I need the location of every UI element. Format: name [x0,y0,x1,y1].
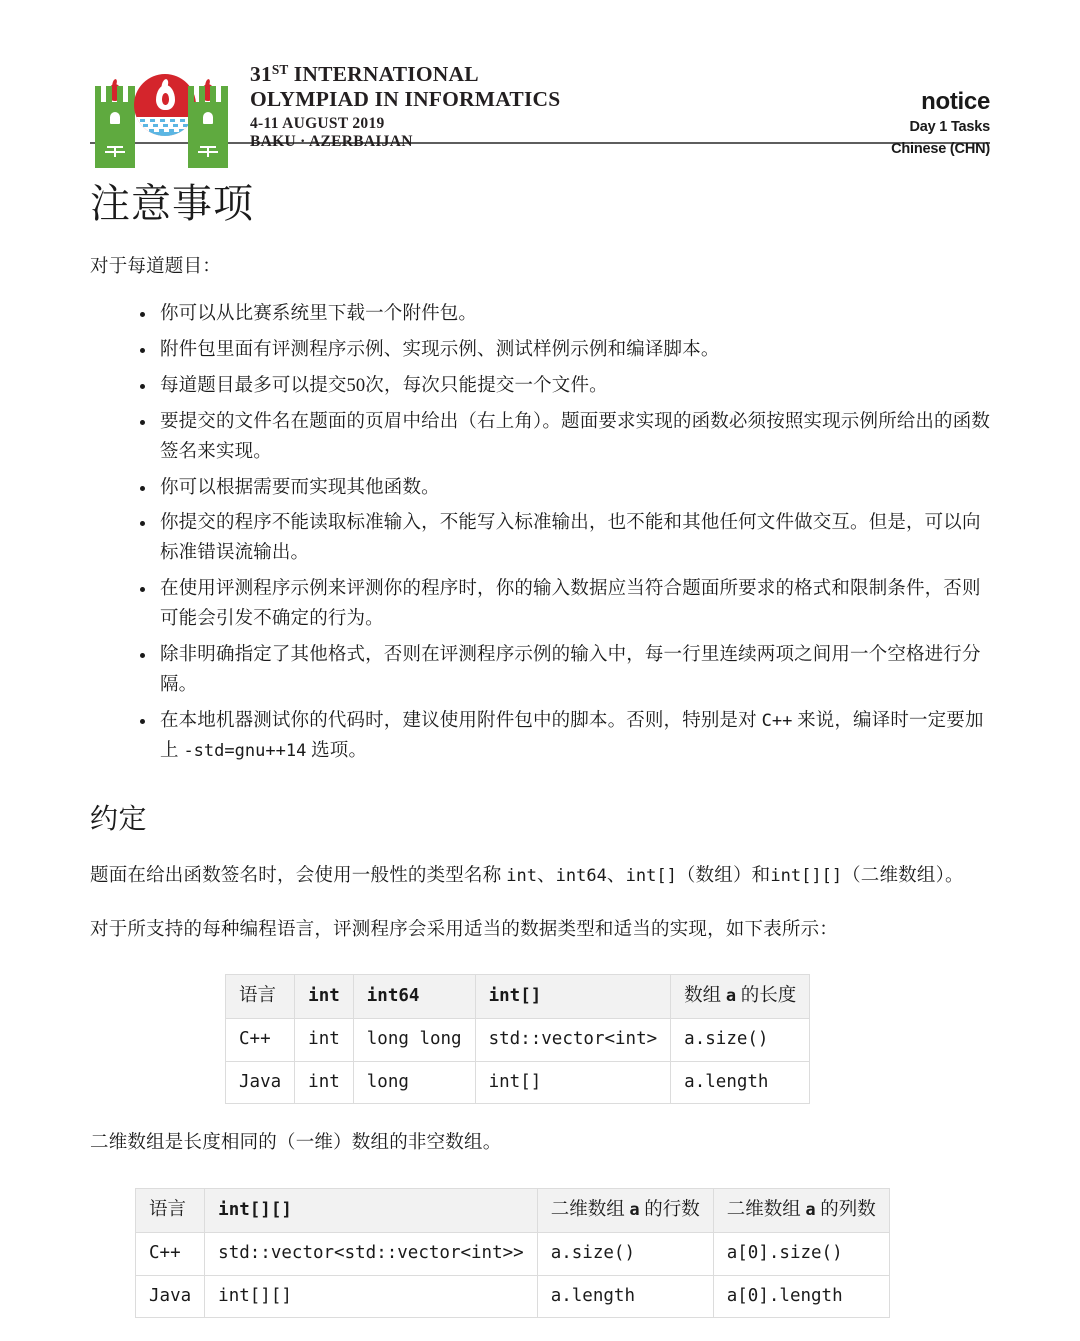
note-text-part-2: 来说，编译时一定要加上 [160,711,984,762]
logo-wave-icon [134,124,196,127]
types-table [225,974,810,1104]
note-text-part-3: 选项。 [306,741,368,762]
inline-code-int-array: int[] [625,865,677,886]
list-item: 你可以从比赛系统里下载一个附件包。 [138,300,990,336]
col-header-part-post: 的列数 [815,1200,876,1221]
note-text-part-1: 在本地机器测试你的代码时，建议使用附件包中的脚本。否则，特别是对 [160,711,762,732]
cell-int-2d-array: int[][] [205,1275,538,1318]
table-header-row [226,975,810,1019]
conventions-paragraph-1 [90,837,990,891]
logo-flame-icon [156,85,175,110]
logo-tower-right-icon [188,86,228,168]
col-header-var-a: a [629,1200,640,1221]
logo-tower-crest-right [188,86,228,102]
cell-int-array: int[] [475,1061,671,1104]
cell-int-array: std::vector<int> [475,1019,671,1062]
list-item: 在使用评测程序示例来评测你的程序时，你的输入数据应当符合题面所要求的格式和限制条件，否则可能会引发不确定的行为。 [138,575,990,641]
col-header-var-a: a [725,986,737,1007]
table-row [226,1019,810,1062]
col-header-part-pre: 二维数组 [550,1200,630,1221]
conv-text-1: 题面在给出函数签名时，会使用一般性的类型名称 [90,865,507,886]
col-header-int-2d-array: int[][] [205,1189,538,1233]
logo-tower-window-left [110,112,120,124]
inline-code-cpp: C++ [761,711,793,732]
col-header-int64: int64 [353,975,475,1019]
ioi-logo-icon [90,58,232,168]
cell-int64: long long [353,1019,475,1062]
col-header-part-pre: 二维数组 [726,1200,806,1221]
document-language-label: Chinese (CHN) [891,140,990,157]
inline-code-std-flag: -std=gnu++14 [183,741,307,762]
brand-edition-number: 31 [250,62,272,86]
cell-array-length: a.size() [671,1019,810,1062]
types-table-body [226,1019,810,1104]
section-heading-conventions: 约定 [90,804,148,836]
brand-edition-rest: INTERNATIONAL [288,62,479,86]
types-table-head [226,975,810,1019]
conv-text-3: 、 [606,865,626,886]
logo-disc-icon [134,74,196,136]
col-header-col-count [713,1189,889,1233]
cell-array-length: a.length [671,1061,810,1104]
cell-language: C++ [226,1019,295,1062]
inline-code-int64: int64 [555,865,607,886]
types-table-wrapper [90,944,990,1104]
conv-text-2: 、 [536,865,556,886]
cell-int: int [295,1019,354,1062]
list-item-compile-flag [138,707,990,773]
cell-row-count: a.size() [537,1233,713,1276]
logo-tower-mark-right [198,144,218,158]
list-item: 附件包里面有评测程序示例、实现示例、测试样例示例和编译脚本。 [138,336,990,372]
list-item: 除非明确指定了其他格式，否则在评测程序示例的输入中，每一行里连续两项之间用一个空格进行分隔。 [138,641,990,707]
logo-tower-mark-left [105,144,125,158]
col-header-int-array: int[] [475,975,671,1019]
table-row [226,1061,810,1104]
cell-int: int [295,1061,354,1104]
col-header-part-post: 的长度 [736,986,797,1007]
col-header-var-a: a [805,1200,816,1221]
conv-text-5: （二维数组）。 [842,865,964,886]
cell-int64: long [353,1061,475,1104]
conv-text-4: （数组）和 [676,865,771,886]
logo-tower-crest-left [95,86,135,102]
brand-dates: 4-11 AUGUST 2019 [250,115,385,133]
conventions-paragraph-3: 二维数组是长度相同的（一维）数组的非空数组。 [90,1133,502,1154]
document-content [90,144,990,1318]
col-header-row-count [537,1189,713,1233]
brand-edition-suffix: ST [271,62,289,78]
brand-line-1 [250,62,560,87]
intro-paragraph: 对于每道题目： [90,257,221,277]
col-header-array-length [671,975,810,1019]
cell-language: Java [136,1275,205,1318]
page-title: 注意事项 [90,181,254,226]
list-item: 你可以根据需要而实现其他函数。 [138,474,990,510]
col-header-language: 语言 [136,1189,205,1233]
list-item: 要提交的文件名在题面的页眉中给出（右上角）。题面要求实现的函数必须按照实现示例所给出的函数签名来实现。 [138,408,990,474]
col-header-int: int [295,975,354,1019]
brand-text [250,58,560,152]
brand-line-2: OLYMPIAD IN INFORMATICS [250,87,561,112]
document-type-label: notice [921,88,990,115]
brand-location: BAKU · AZERBAIJAN [250,133,413,151]
cell-language: C++ [136,1233,205,1276]
matrix-types-table-body [136,1233,890,1318]
document-header [90,0,990,157]
cell-int-2d-array: std::vector<std::vector<int>> [205,1233,538,1276]
col-header-part-pre: 数组 [684,986,726,1007]
document-day-label: Day 1 Tasks [909,118,990,135]
notes-list [90,282,990,774]
header-meta [891,58,990,160]
list-item: 你提交的程序不能读取标准输入，不能写入标准输出，也不能和其他任何文件做交互。但是，可以向标准错误流输出。 [138,509,990,575]
col-header-part-post: 的行数 [639,1200,700,1221]
inline-code-int-2d-array: int[][] [770,865,843,886]
conventions-paragraph-2: 对于所支持的每种编程语言，评测程序会采用适当的数据类型和适当的实现，如下表所示： [90,919,839,940]
logo-tower-left-icon [95,86,135,168]
cell-row-count: a.length [537,1275,713,1318]
logo-water-fill [134,132,196,136]
brand-block [90,58,560,168]
matrix-types-table [135,1188,890,1318]
cell-col-count: a[0].size() [713,1233,889,1276]
cell-col-count: a[0].length [713,1275,889,1318]
col-header-language: 语言 [226,975,295,1019]
logo-wave-icon [134,119,196,122]
logo-tower-window-right [203,112,213,124]
table-header-row [136,1189,890,1233]
table-row [136,1233,890,1276]
matrix-types-table-wrapper [90,1158,990,1318]
list-item: 每道题目最多可以提交50次，每次只能提交一个文件。 [138,372,990,408]
inline-code-int: int [506,865,537,886]
table-row [136,1275,890,1318]
cell-language: Java [226,1061,295,1104]
matrix-types-table-head [136,1189,890,1233]
